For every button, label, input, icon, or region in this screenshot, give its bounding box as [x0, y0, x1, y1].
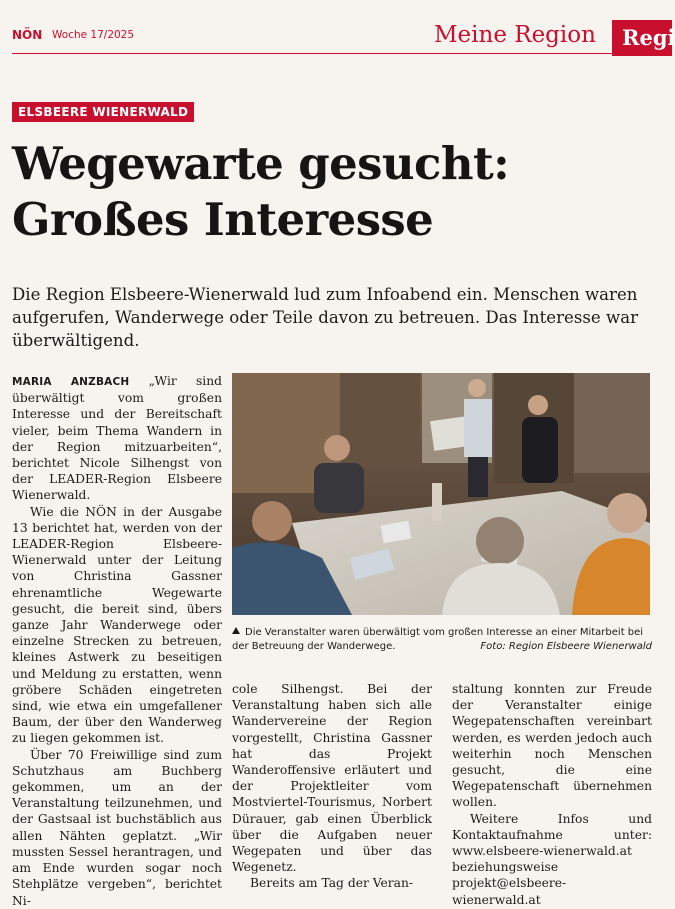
- article-photo: [232, 373, 650, 615]
- article-paragraph: cole Silhengst. Bei der Veranstaltung haben sich alle Wandervereine der Region vorgestellt, Christina Gassner hat das Projekt Wanderoffensive erläutert und der Projektleiter vom Mostviertel-Tourismus, Norbert Dürauer, gab einen Überblick über die Aufgaben neuer Wegepaten und über das Wegenetz.: [232, 682, 432, 875]
- issue-number: Woche 17/2025: [52, 29, 135, 41]
- article-paragraph: Über 70 Freiwillige sind zum Schutzhaus am Buchberg gekommen, um an der Veranstaltung teilzunehmen, und der Gastsaal ist buchstäblich aus allen Nähten geplatzt. „Wir mussten Sessel herantragen, und am Ende wurden sogar noch Stehplätze vergeben“, berichtet Ni-: [12, 747, 222, 908]
- photo-credit: Foto: Region Elsbeere Wienerwald: [480, 641, 652, 652]
- article-paragraph: Weitere Infos und Kontaktaufnahme unter: www.elsbeere-wienerwald.at beziehungsweise projekt@elsbeere-wienerwald.at: [452, 811, 652, 907]
- headline-line-2: Großes Interesse: [12, 193, 434, 246]
- article-column-3: [452, 681, 652, 908]
- caption-triangle-icon: [232, 627, 240, 634]
- section-tab: Regi: [612, 20, 672, 56]
- article-headline: [12, 136, 662, 248]
- event-photo-illustration: [232, 373, 650, 615]
- article-column-1: [12, 373, 222, 909]
- article-column-2: [232, 681, 432, 892]
- article-kicker: ELSBEERE WIENERWALD: [12, 102, 194, 122]
- page-header: [0, 0, 675, 56]
- caption-text: Die Veranstalter waren überwältigt vom großen Interesse an einer Mitarbeit bei der Betreuung der Wanderwege.: [232, 627, 644, 652]
- newspaper-brand: NÖN: [12, 28, 43, 42]
- paragraph-text: „Wir sind überwältigt vom großen Interesse und der Bereitschaft vieler, beim Thema Wandern in der Region mitzuarbeiten“, berichtet Nicole Silhengst von der LEADER-Region Elsbeere Wienerwald.: [12, 374, 222, 503]
- article-paragraph: staltung konnten zur Freude der Veranstalter einige Wegepatenschaften vereinbart werden, es werden jedoch auch weiterhin noch Menschen gesucht, die eine Wegepatenschaft übernehmen wollen.: [452, 682, 652, 810]
- article-paragraph: Bereits am Tag der Veran-: [250, 876, 414, 891]
- photo-caption: [232, 626, 652, 654]
- dateline: MARIA ANZBACH: [12, 376, 130, 388]
- headline-line-1: Wegewarte gesucht:: [12, 137, 510, 190]
- article-lead: Die Region Elsbeere-Wienerwald lud zum Infoabend ein. Menschen waren aufgerufen, Wanderwege oder Teile davon zu betreuen. Das Interesse war überwältigend.: [12, 285, 639, 350]
- article-paragraph: [12, 373, 222, 504]
- header-rule: [12, 53, 668, 54]
- section-title: Meine Region: [434, 22, 596, 48]
- article-paragraph: Wie die NÖN in der Ausgabe 13 berichtet hat, werden von der LEADER-Region Elsbeere-Wienerwald unter der Leitung von Christina Gassner ehrenamtliche Wegewarte gesucht, die bereit sind, übers ganze Jahr Wanderwege oder einzelne Strecken zu betreuen, kleines Astwerk zu beseitigen und Meldung zu erstatten, wenn gröbere Schäden eingetreten sind, wie etwa ein umgefallener Baum, der über den Wanderweg zu liegen gekommen ist.: [12, 504, 222, 746]
